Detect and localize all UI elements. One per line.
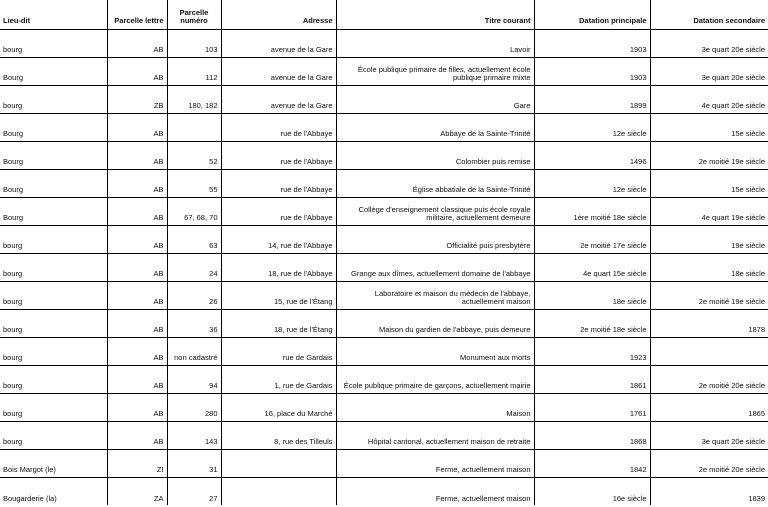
cell-datation-principale: 1899 xyxy=(534,85,650,113)
table-row xyxy=(0,169,768,197)
table-row xyxy=(0,477,768,505)
cell-parcelle-lettre: AB xyxy=(107,113,167,141)
cell-titre-courant: Monument aux morts xyxy=(336,337,534,365)
cell-lieu-dit: Bougarderie (la) xyxy=(0,477,107,505)
cell-datation-principale: 1842 xyxy=(534,449,650,477)
cell-datation-secondaire: 1865 xyxy=(650,393,768,421)
cell-parcelle-numero: 143 xyxy=(167,421,221,449)
table-row xyxy=(0,309,768,337)
cell-lieu-dit: Bourg xyxy=(0,141,107,169)
cell-datation-principale: 1761 xyxy=(534,393,650,421)
cell-datation-principale: 16e siècle xyxy=(534,477,650,505)
header-adresse: Adresse xyxy=(221,0,336,29)
cell-titre-courant: Laboratoire et maison du médecin de l'abbaye, actuellement maison xyxy=(336,281,534,309)
cell-titre-courant: Maison du gardien de l'abbaye, puis demeure xyxy=(336,309,534,337)
cell-datation-secondaire: 15e siècle xyxy=(650,169,768,197)
cell-parcelle-lettre: ZB xyxy=(107,85,167,113)
cell-titre-courant: Collège d'enseignement classique puis école royale militaire, actuellement demeure xyxy=(336,197,534,225)
cell-datation-secondaire: 2e moitié 20e siècle xyxy=(650,449,768,477)
cell-adresse: rue de l'Abbaye xyxy=(221,169,336,197)
cell-lieu-dit: bourg xyxy=(0,253,107,281)
cell-datation-secondaire: 4e quart 20e siècle xyxy=(650,85,768,113)
cell-titre-courant: Colombier puis remise xyxy=(336,141,534,169)
cell-datation-principale: 1903 xyxy=(534,57,650,85)
cell-parcelle-numero: 67, 68, 70 xyxy=(167,197,221,225)
header-parcelle-lettre: Parcelle lettre xyxy=(107,0,167,29)
cell-parcelle-numero: 52 xyxy=(167,141,221,169)
table-row xyxy=(0,253,768,281)
cell-parcelle-numero: 180, 182 xyxy=(167,85,221,113)
table-row xyxy=(0,57,768,85)
cell-titre-courant: Ferme, actuellement maison xyxy=(336,477,534,505)
cell-titre-courant: Officialité puis presbytère xyxy=(336,225,534,253)
cell-datation-secondaire: 2e moitié 19e siècle xyxy=(650,141,768,169)
table-row xyxy=(0,141,768,169)
cell-adresse: avenue de la Gare xyxy=(221,57,336,85)
cell-titre-courant: École publique primaire de garçons, actuellement mairie xyxy=(336,365,534,393)
cell-parcelle-lettre: AB xyxy=(107,197,167,225)
cell-adresse: 15, rue de l'Étang xyxy=(221,281,336,309)
header-datation-principale: Datation principale xyxy=(534,0,650,29)
cell-datation-secondaire: 15e siècle xyxy=(650,113,768,141)
cell-lieu-dit: bourg xyxy=(0,337,107,365)
cell-datation-principale: 2e moitié 17e siècle xyxy=(534,225,650,253)
cell-parcelle-lettre: ZI xyxy=(107,449,167,477)
cell-adresse: rue de l'Abbaye xyxy=(221,113,336,141)
cell-parcelle-lettre: AB xyxy=(107,281,167,309)
cell-datation-secondaire: 1878 xyxy=(650,309,768,337)
table-row xyxy=(0,337,768,365)
cell-lieu-dit: Bourg xyxy=(0,57,107,85)
cell-datation-secondaire: 2e moitié 20e siècle xyxy=(650,365,768,393)
header-titre-courant: Titre courant xyxy=(336,0,534,29)
cell-parcelle-numero: 55 xyxy=(167,169,221,197)
cell-parcelle-numero: 31 xyxy=(167,449,221,477)
cell-titre-courant: Gare xyxy=(336,85,534,113)
table-row xyxy=(0,365,768,393)
cell-parcelle-numero: 280 xyxy=(167,393,221,421)
cell-lieu-dit: Bourg xyxy=(0,113,107,141)
cell-adresse: rue de l'Abbaye xyxy=(221,141,336,169)
cell-datation-secondaire: 18e siècle xyxy=(650,253,768,281)
cell-lieu-dit: bourg xyxy=(0,225,107,253)
table-row xyxy=(0,85,768,113)
cell-lieu-dit: bourg xyxy=(0,309,107,337)
cell-parcelle-numero xyxy=(167,113,221,141)
cell-adresse: 14, rue de l'Abbaye xyxy=(221,225,336,253)
table-row xyxy=(0,393,768,421)
cell-lieu-dit: Bourg xyxy=(0,197,107,225)
table-row xyxy=(0,197,768,225)
table-row xyxy=(0,225,768,253)
cell-datation-secondaire: 4e quart 19e siècle xyxy=(650,197,768,225)
cell-parcelle-numero: 94 xyxy=(167,365,221,393)
cell-titre-courant: Hôpital cantonal, actuellement maison de retraite xyxy=(336,421,534,449)
cell-lieu-dit: bourg xyxy=(0,365,107,393)
cell-datation-principale: 1923 xyxy=(534,337,650,365)
header-row xyxy=(0,0,768,29)
cell-lieu-dit: Bourg xyxy=(0,169,107,197)
cell-parcelle-numero: 26 xyxy=(167,281,221,309)
cell-lieu-dit: bourg xyxy=(0,85,107,113)
cell-datation-principale: 12e siècle xyxy=(534,113,650,141)
cell-adresse xyxy=(221,477,336,505)
cell-datation-secondaire: 3e quart 20e siècle xyxy=(650,29,768,57)
header-parcelle-numero: Parcelle numéro xyxy=(167,0,221,29)
cell-datation-principale: 1903 xyxy=(534,29,650,57)
cell-adresse xyxy=(221,449,336,477)
cell-lieu-dit: bourg xyxy=(0,421,107,449)
cell-adresse: 1, rue de Gardais xyxy=(221,365,336,393)
cell-datation-principale: 2e moitié 18e siècle xyxy=(534,309,650,337)
cell-datation-secondaire: 2e moitié 19e siècle xyxy=(650,281,768,309)
cell-parcelle-lettre: AB xyxy=(107,365,167,393)
cell-adresse: 18, rue de l'Abbaye xyxy=(221,253,336,281)
cell-adresse: rue de Gardais xyxy=(221,337,336,365)
cell-adresse: 8, rue des Tilleuls xyxy=(221,421,336,449)
cell-parcelle-lettre: AB xyxy=(107,225,167,253)
header-datation-secondaire: Datation secondaire xyxy=(650,0,768,29)
cell-titre-courant: École publique primaire de filles, actuellement école publique primaire mixte xyxy=(336,57,534,85)
cell-parcelle-lettre: AB xyxy=(107,393,167,421)
cell-datation-principale: 18e siècle xyxy=(534,281,650,309)
cell-titre-courant: Abbaye de la Sainte-Trinité xyxy=(336,113,534,141)
table-row xyxy=(0,113,768,141)
cell-datation-secondaire: 19e siècle xyxy=(650,225,768,253)
cell-datation-secondaire xyxy=(650,337,768,365)
cell-adresse: avenue de la Gare xyxy=(221,29,336,57)
cell-parcelle-lettre: AB xyxy=(107,309,167,337)
cell-datation-principale: 1868 xyxy=(534,421,650,449)
table-row xyxy=(0,29,768,57)
table-row xyxy=(0,449,768,477)
cell-datation-principale: 4e quart 15e siècle xyxy=(534,253,650,281)
cell-titre-courant: Lavoir xyxy=(336,29,534,57)
cell-parcelle-lettre: AB xyxy=(107,29,167,57)
cell-titre-courant: Église abbatiale de la Sainte-Trinité xyxy=(336,169,534,197)
cell-parcelle-lettre: AB xyxy=(107,421,167,449)
cell-titre-courant: Ferme, actuellement maison xyxy=(336,449,534,477)
cell-parcelle-numero: 63 xyxy=(167,225,221,253)
cell-datation-principale: 1496 xyxy=(534,141,650,169)
cell-datation-secondaire: 3e quart 20e siècle xyxy=(650,57,768,85)
cell-lieu-dit: bourg xyxy=(0,29,107,57)
cell-parcelle-numero: 27 xyxy=(167,477,221,505)
cell-parcelle-lettre: AB xyxy=(107,253,167,281)
cell-datation-secondaire: 1839 xyxy=(748,493,765,503)
cell-datation-principale: 1861 xyxy=(534,365,650,393)
cell-lieu-dit: Bois Margot (le) xyxy=(0,449,107,477)
cell-lieu-dit: bourg xyxy=(0,281,107,309)
cell-parcelle-numero: non cadastré xyxy=(167,337,221,365)
cell-parcelle-lettre: AB xyxy=(107,337,167,365)
cell-parcelle-lettre: AB xyxy=(107,169,167,197)
cell-adresse: 16, place du Marché xyxy=(221,393,336,421)
cell-parcelle-numero: 36 xyxy=(167,309,221,337)
header-lieu-dit: Lieu-dit xyxy=(0,0,107,29)
cell-lieu-dit: bourg xyxy=(0,393,107,421)
cell-parcelle-numero: 24 xyxy=(167,253,221,281)
cell-parcelle-lettre: AB xyxy=(107,57,167,85)
cell-parcelle-lettre: ZA xyxy=(107,477,167,505)
table-row xyxy=(0,281,768,309)
table-row xyxy=(0,421,768,449)
cell-datation-secondaire: 3e quart 20e siècle xyxy=(650,421,768,449)
cell-titre-courant: Grange aux dîmes, actuellement domaine de l'abbaye xyxy=(336,253,534,281)
cell-parcelle-lettre: AB xyxy=(107,141,167,169)
cell-adresse: avenue de la Gare xyxy=(221,85,336,113)
cell-parcelle-numero: 103 xyxy=(167,29,221,57)
cell-adresse: rue de l'Abbaye xyxy=(221,197,336,225)
cell-adresse: 18, rue de l'Étang xyxy=(221,309,336,337)
cell-titre-courant: Maison xyxy=(336,393,534,421)
cell-parcelle-numero: 112 xyxy=(167,57,221,85)
cell-datation-principale: 1ère moitié 18e siècle xyxy=(534,197,650,225)
cell-datation-principale: 12e siècle xyxy=(534,169,650,197)
